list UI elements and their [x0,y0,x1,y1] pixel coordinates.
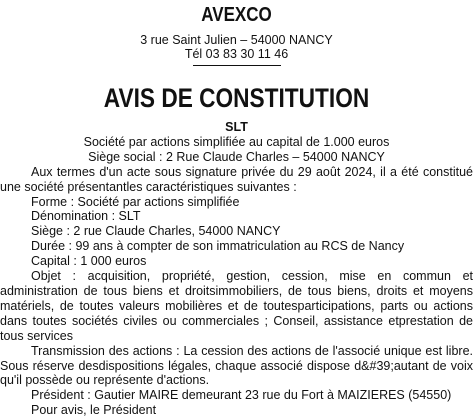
denomination-line: Dénomination : SLT [31,209,141,224]
firm-phone: Tél 03 83 30 11 46 [184,47,289,61]
notice-body [0,120,473,418]
duration-line: Durée : 99 ans à compter de son immatriculation au RCS de Nancy [31,239,405,254]
capital-line: Capital : 1 000 euros [31,254,147,269]
seat-line: Siège : 2 rue Claude Charles, 54000 NANCY [31,224,281,239]
firm-address: 3 rue Saint Julien – 54000 NANCY [140,33,333,47]
president-line: Président : Gautier MAIRE demeurant 23 rue du Fort à MAIZIERES (54550) [31,388,452,403]
head-office: Siège social : 2 Rue Claude Charles – 54000 NANCY [88,149,385,164]
intro-paragraph: Aux termes d'un acte sous signature privée du 29 août 2024, il a été constitué une société présentantles caractéristiques suivantes : [0,164,473,194]
company-name: SLT [225,120,248,134]
company-type: Société par actions simplifiée au capital de 1.000 euros [83,134,390,149]
purpose-paragraph: Objet : acquisition, propriété, gestion, cession, mise en commun et administration de tous biens et droitsimmobiliers, de tous biens, droits et moyens matériels, de toutes valeurs mobilières et de toutesparticipations, parts ou actions dans toutes sociétés civiles ou commerciales ; Conseil, assistance etprestation de tous services [0,269,473,343]
divider [193,65,281,66]
form-line: Forme : Société par actions simplifiée [31,194,240,209]
notice-title: AVIS DE CONSTITUTION [103,83,370,113]
firm-name: AVEXCO [201,4,272,26]
share-transfer-paragraph: Transmission des actions : La cession des actions de l'associé unique est libre. Sous réserve desdispositions légales, chaque associé dispose d&#39;autant de voix qu'il possède ou représente d'actions. [0,343,473,388]
signoff-line: Pour avis, le Président [31,403,157,418]
